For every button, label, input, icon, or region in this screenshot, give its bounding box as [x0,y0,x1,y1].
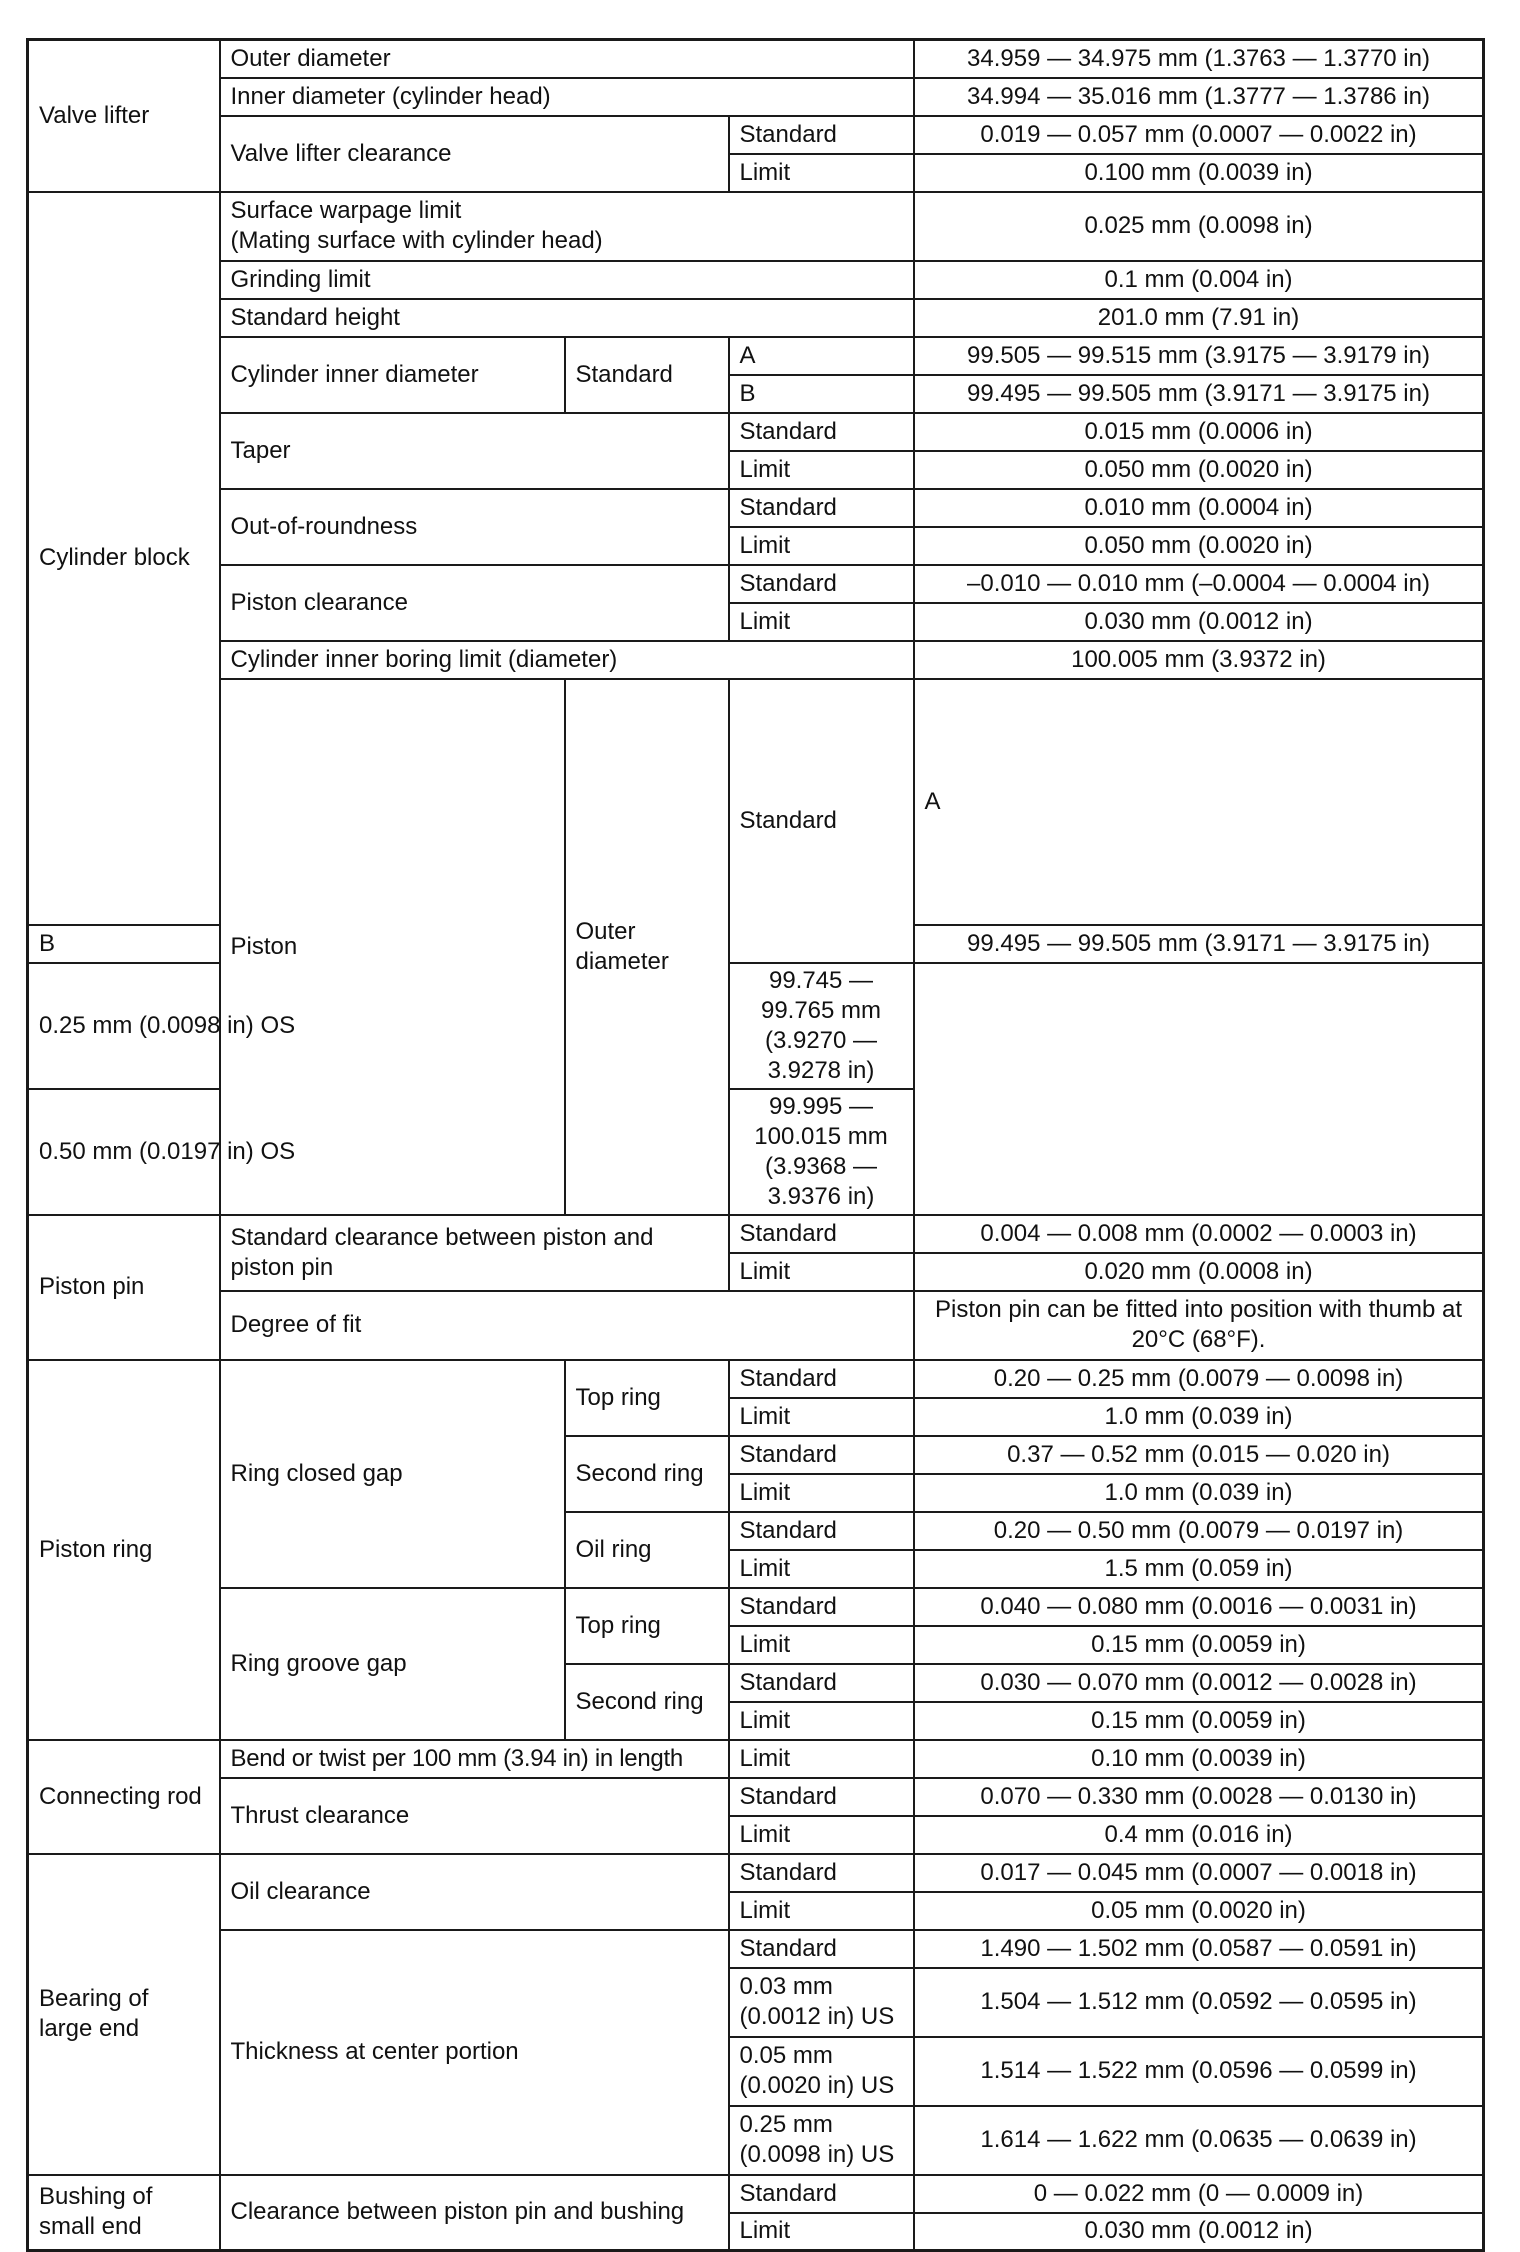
label-line: Bushing of [39,2183,153,2211]
category-piston-ring: Piston ring [28,1360,220,1740]
table-row [28,1930,1484,1968]
sub-label: Standard [565,337,729,413]
table-row [28,2175,1484,2213]
table-row [28,337,1484,375]
spec-value: 1.0 mm (0.039 in) [914,1398,1484,1436]
table-row [28,1740,1484,1778]
sub-label: Limit [729,1474,914,1512]
sub-label: Standard [729,489,914,527]
spec-value: 0.15 mm (0.0059 in) [914,1702,1484,1740]
spec-value: 1.614 — 1.622 mm (0.0635 — 0.0639 in) [914,2106,1484,2175]
spec-value: 0.1 mm (0.004 in) [914,261,1484,299]
table-row [28,299,1484,337]
item-label: Clearance between piston pin and bushing [220,2175,729,2251]
spec-value: 0.017 — 0.045 mm (0.0007 — 0.0018 in) [914,1854,1484,1892]
item-label: Piston clearance [220,565,729,641]
item-label: Outer diameter [565,679,729,1215]
spec-value: 0.20 — 0.25 mm (0.0079 — 0.0098 in) [914,1360,1484,1398]
sub-label: Standard [729,1215,914,1253]
item-label: Thickness at center portion [220,1930,729,2175]
label-line: Surface warpage limit [230,197,462,224]
table-row [28,1588,1484,1626]
sub-label: Limit [729,1626,914,1664]
category-connecting-rod: Connecting rod [28,1740,220,1854]
sub-label: Standard [729,2175,914,2213]
label-line: 0.25 mm [739,2111,833,2138]
sub-label: Standard [729,1930,914,1968]
table-row [28,679,1484,925]
item-label: Thrust clearance [220,1778,729,1854]
table-row [28,1215,1484,1253]
table-row [28,40,1484,78]
item-label: Oil clearance [220,1854,729,1930]
spec-value: 1.5 mm (0.059 in) [914,1550,1484,1588]
sub-label [729,2106,914,2175]
category-valve-lifter: Valve lifter [28,40,220,192]
table-row [28,1854,1484,1892]
label-line: 0.03 mm [739,1973,833,2000]
spec-value: 1.490 — 1.502 mm (0.0587 — 0.0591 in) [914,1930,1484,1968]
item-label [220,1215,729,1291]
table-row [28,413,1484,451]
spec-value: 99.495 — 99.505 mm (3.9171 — 3.9175 in) [914,375,1484,413]
label-line: 0.05 mm [739,2042,833,2069]
sub-label: Standard [729,116,914,154]
item-label: Inner diameter (cylinder head) [220,78,914,116]
label-line: (0.0012 in) US [739,2003,895,2030]
label-line: piston pin [230,1253,334,1281]
sub-label: Second ring [565,1664,729,1740]
item-label: Out-of-roundness [220,489,729,565]
spec-value: –0.010 — 0.010 mm (–0.0004 — 0.0004 in) [914,565,1484,603]
spec-value: 0.030 — 0.070 mm (0.0012 — 0.0028 in) [914,1664,1484,1702]
sub-label: Limit [729,527,914,565]
label-line: (0.0020 in) US [739,2072,895,2099]
table-row [28,1360,1484,1398]
spec-value: 0 — 0.022 mm (0 — 0.0009 in) [914,2175,1484,2213]
table-row [28,116,1484,154]
sub-label: A [914,679,1484,925]
label-line: (Mating surface with cylinder head) [230,227,603,254]
spec-value: 34.959 — 34.975 mm (1.3763 — 1.3770 in) [914,40,1484,78]
spec-value [914,1291,1484,1360]
table-row [28,192,1484,261]
spec-value: 0.070 — 0.330 mm (0.0028 — 0.0130 in) [914,1778,1484,1816]
table-row [28,641,1484,679]
spec-value: 34.994 — 35.016 mm (1.3777 — 1.3786 in) [914,78,1484,116]
sub-label: Top ring [565,1360,729,1436]
label-line: (0.0098 in) US [739,2141,895,2168]
sub-label: 0.25 mm (0.0098 in) OS [28,963,565,1089]
sub-label: A [729,337,914,375]
table-row [28,1089,1484,1215]
sub-label: 0.50 mm (0.0197 in) OS [28,1089,565,1215]
spec-value: 0.004 — 0.008 mm (0.0002 — 0.0003 in) [914,1215,1484,1253]
sub-label: Standard [729,679,914,963]
spec-value: 0.05 mm (0.0020 in) [914,1892,1484,1930]
table-row [28,1778,1484,1816]
table-row [28,963,1484,1089]
category-piston: Piston [220,679,565,1215]
spec-value: 0.020 mm (0.0008 in) [914,1253,1484,1291]
spec-value: 0.025 mm (0.0098 in) [914,192,1484,261]
sub-label: Standard [729,1778,914,1816]
item-label: Outer diameter [220,40,914,78]
label-line: small end [39,2213,142,2241]
sub-label: Top ring [565,1588,729,1664]
sub-label: Standard [729,1588,914,1626]
table-row [28,78,1484,116]
sub-label: Standard [729,413,914,451]
item-label: Cylinder inner diameter [220,337,565,413]
spec-value: 0.030 mm (0.0012 in) [914,2213,1484,2251]
spec-value: 1.0 mm (0.039 in) [914,1474,1484,1512]
value-line: 20°C (68°F). [1131,1326,1266,1353]
spec-value: 0.20 — 0.50 mm (0.0079 — 0.0197 in) [914,1512,1484,1550]
spec-value: 1.504 — 1.512 mm (0.0592 — 0.0595 in) [914,1968,1484,2037]
table-row [28,1291,1484,1360]
spec-value: 99.505 — 99.515 mm (3.9175 — 3.9179 in) [914,337,1484,375]
sub-label: Limit [729,1702,914,1740]
spec-value: 100.005 mm (3.9372 in) [914,641,1484,679]
table-row [28,261,1484,299]
sub-label [729,2037,914,2106]
item-label [220,192,914,261]
spec-value: 201.0 mm (7.91 in) [914,299,1484,337]
item-label: Standard height [220,299,914,337]
spec-value: 0.10 mm (0.0039 in) [914,1740,1484,1778]
spec-value: 1.514 — 1.522 mm (0.0596 — 0.0599 in) [914,2037,1484,2106]
spec-value: 0.050 mm (0.0020 in) [914,451,1484,489]
sub-label: Limit [729,1550,914,1588]
sub-label: B [729,375,914,413]
spec-value: 99.745 — 99.765 mm (3.9270 — 3.9278 in) [729,963,914,1089]
sub-label: Standard [729,1436,914,1474]
category-bearing-large-end [28,1854,220,2175]
sub-label: Oil ring [565,1512,729,1588]
spec-value: 99.495 — 99.505 mm (3.9171 — 3.9175 in) [914,925,1484,963]
spec-value: 0.010 mm (0.0004 in) [914,489,1484,527]
category-cylinder-block: Cylinder block [28,192,220,925]
sub-label: Limit [729,1740,914,1778]
spec-value: 0.040 — 0.080 mm (0.0016 — 0.0031 in) [914,1588,1484,1626]
spec-value: 99.995 — 100.015 mm (3.9368 — 3.9376 in) [729,1089,914,1215]
spec-value: 0.15 mm (0.0059 in) [914,1626,1484,1664]
category-piston-pin: Piston pin [28,1215,220,1360]
label-line: Bearing of [39,1985,149,2012]
sub-label: Limit [729,1892,914,1930]
spec-value: 0.015 mm (0.0006 in) [914,413,1484,451]
item-label: Ring groove gap [220,1588,565,1740]
sub-label: Limit [729,451,914,489]
spec-value: 0.4 mm (0.016 in) [914,1816,1484,1854]
item-label: Valve lifter clearance [220,116,729,192]
table-row [28,565,1484,603]
label-line: Standard clearance between piston and [230,1223,654,1251]
sub-label: Second ring [565,1436,729,1512]
item-label: Degree of fit [220,1291,914,1360]
sub-label: Limit [729,2213,914,2251]
sub-label: Limit [729,1398,914,1436]
spec-value: 0.37 — 0.52 mm (0.015 — 0.020 in) [914,1436,1484,1474]
spec-value: 0.030 mm (0.0012 in) [914,603,1484,641]
sub-label: Standard [729,1854,914,1892]
sub-label: Standard [729,1360,914,1398]
spec-table [26,38,1485,2252]
sub-label: Limit [729,1816,914,1854]
label-line: large end [39,2015,140,2042]
item-label: Bend or twist per 100 mm (3.94 in) in length [220,1740,729,1778]
sub-label: Limit [729,1253,914,1291]
spec-value: 0.019 — 0.057 mm (0.0007 — 0.0022 in) [914,116,1484,154]
spec-value: 0.050 mm (0.0020 in) [914,527,1484,565]
sub-label: Limit [729,154,914,192]
item-label: Grinding limit [220,261,914,299]
sub-label: Limit [729,603,914,641]
item-label: Taper [220,413,729,489]
value-line: Piston pin can be fitted into position with thumb at [935,1296,1462,1323]
category-bushing-small-end [28,2175,220,2251]
sub-label: B [28,925,220,963]
sub-label: Standard [729,565,914,603]
item-label: Cylinder inner boring limit (diameter) [220,641,914,679]
sub-label [729,1968,914,2037]
item-label: Ring closed gap [220,1360,565,1588]
sub-label: Standard [729,1664,914,1702]
sub-label: Standard [729,1512,914,1550]
spec-value: 0.100 mm (0.0039 in) [914,154,1484,192]
table-row [28,489,1484,527]
